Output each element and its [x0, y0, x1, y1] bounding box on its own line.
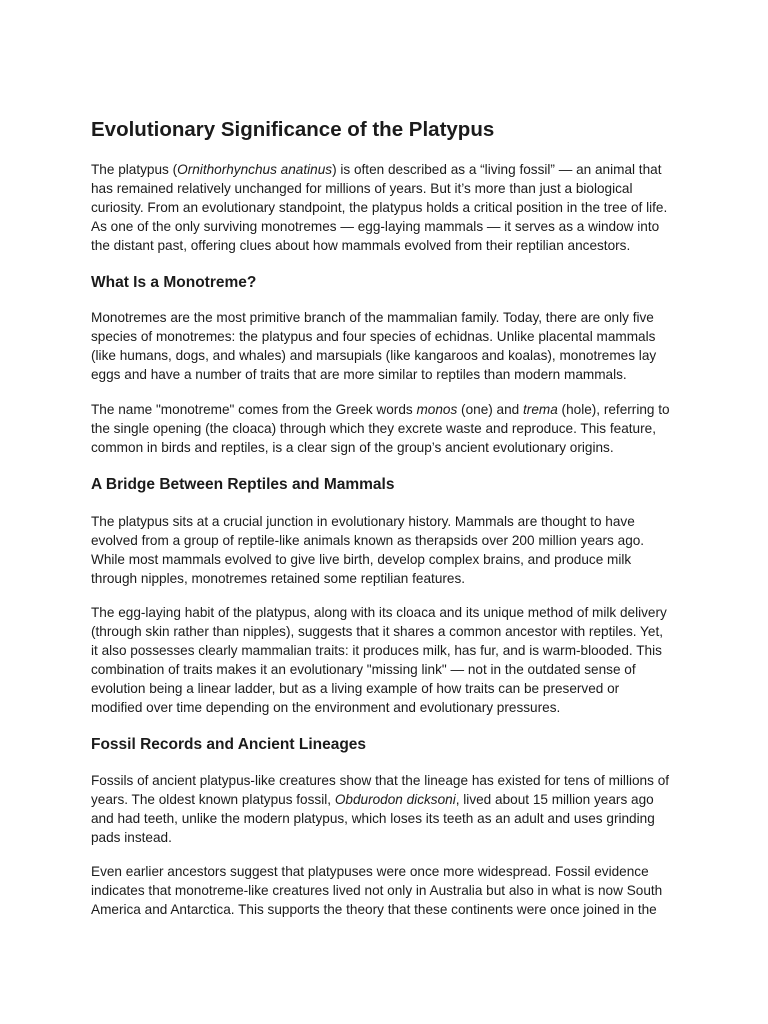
text-line — [91, 400, 681, 419]
text-line: As one of the only surviving monotremes — egg-laying mammals — it serves as a window into — [91, 219, 660, 234]
text-line: through nipples, monotremes retained some reptilian features. — [91, 571, 466, 586]
section-heading-bridge: A Bridge Between Reptiles and Mammals — [91, 476, 395, 493]
bridge-paragraph-1 — [91, 512, 681, 588]
text-line: has remained relatively unchanged for millions of years. But it’s more than just a biological — [91, 181, 633, 196]
text-run: years. The oldest known platypus fossil, — [91, 792, 335, 807]
species-name: Obdurodon dicksoni — [334, 792, 456, 807]
text-run: (one) and — [457, 402, 524, 417]
fossil-paragraph-1 — [91, 771, 681, 847]
intro-paragraph — [91, 160, 681, 255]
text-line: eggs and have a number of traits that are more similar to reptiles than modern mammals. — [91, 367, 627, 382]
text-line: evolved from a group of reptile-like animals known as therapsids over 200 million years ago. — [91, 533, 645, 548]
text-run: ) is often described as a “living fossil” — an animal that — [332, 162, 662, 177]
greek-word: trema — [523, 402, 558, 417]
text-line: the distant past, offering clues about how mammals evolved from their reptilian ancestors. — [91, 238, 631, 253]
text-line: and had teeth, unlike the modern platypus, which loses its teeth as an adult and uses grinding — [91, 811, 655, 826]
page-title: Evolutionary Significance of the Platypus — [91, 118, 495, 141]
text-run: The name "monotreme" comes from the Greek words — [91, 402, 417, 417]
text-line: (like humans, dogs, and whales) and marsupials (like kangaroos and koalas), monotremes lay — [91, 348, 657, 363]
text-line: it also possesses clearly mammalian traits: it produces milk, has fur, and is warm-blooded. This — [91, 643, 662, 658]
text-line: the single opening (the cloaca) through which they excrete waste and reproduce. This feature, — [91, 421, 656, 436]
text-line: Fossils of ancient platypus-like creatures show that the lineage has existed for tens of millions of — [91, 773, 670, 788]
section-heading-monotreme: What Is a Monotreme? — [91, 274, 257, 291]
text-line: While most mammals evolved to give live birth, develop complex brains, and produce milk — [91, 552, 632, 567]
text-line: The platypus sits at a crucial junction in evolutionary history. Mammals are thought to have — [91, 514, 635, 529]
species-name: Ornithorhynchus anatinus — [177, 162, 333, 177]
text-line: modified over time depending on the environment and evolutionary pressures. — [91, 700, 561, 715]
text-line: pads instead. — [91, 830, 172, 845]
monotreme-paragraph-1 — [91, 308, 681, 384]
monotreme-paragraph-2 — [91, 400, 681, 457]
text-line: Even earlier ancestors suggest that platypuses were once more widespread. Fossil evidence — [91, 864, 649, 879]
text-run: , lived about 15 million years ago — [455, 792, 654, 807]
greek-word: monos — [416, 402, 458, 417]
text-line — [91, 160, 681, 179]
text-line: The egg-laying habit of the platypus, along with its cloaca and its unique method of milk delivery — [91, 605, 667, 620]
fossil-paragraph-2 — [91, 862, 681, 919]
text-run: (hole), referring to — [557, 402, 670, 417]
text-line: indicates that monotreme-like creatures lived not only in Australia but also in what is now South — [91, 883, 663, 898]
text-line: common in birds and reptiles, is a clear sign of the group’s ancient evolutionary origins. — [91, 440, 614, 455]
text-line: curiosity. From an evolutionary standpoint, the platypus holds a critical position in the tree of life. — [91, 200, 668, 215]
text-line — [91, 790, 681, 809]
text-line: America and Antarctica. This supports the theory that these continents were once joined in the — [91, 902, 657, 917]
text-line: (through skin rather than nipples), suggests that it shares a common ancestor with reptiles. Yet, — [91, 624, 663, 639]
text-line: species of monotremes: the platypus and four species of echidnas. Unlike placental mammals — [91, 329, 656, 344]
text-run: The platypus ( — [91, 162, 178, 177]
text-line: Monotremes are the most primitive branch of the mammalian family. Today, there are only five — [91, 310, 654, 325]
text-line: combination of traits makes it an evolutionary "missing link" — not in the outdated sense of — [91, 662, 636, 677]
text-line: evolution being a linear ladder, but as a living example of how traits can be preserved or — [91, 681, 620, 696]
bridge-paragraph-2 — [91, 603, 681, 717]
section-heading-fossils: Fossil Records and Ancient Lineages — [91, 736, 367, 753]
